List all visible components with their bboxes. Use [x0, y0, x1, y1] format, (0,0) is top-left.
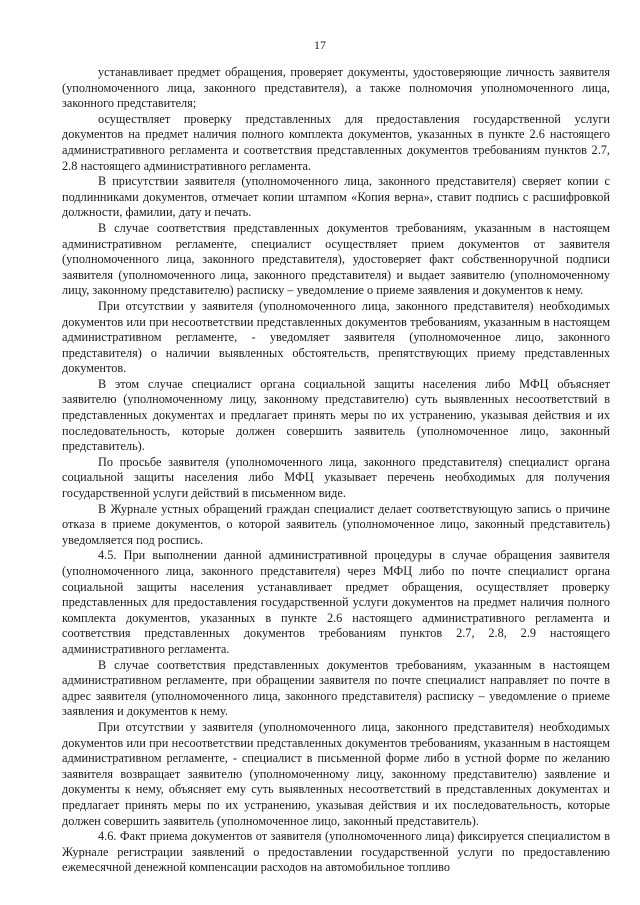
paragraph-section-4-5: 4.5. При выполнении данной административной процедуры в случае обращения заявителя (уполномоченного лица, законного представителя) через МФЦ либо по почте специалист органа социальной защиты населения устанавливает предмет обращения, осуществляет проверку представленных для предоставления государственной услуги документов на предмет наличия полного комплекта документов, указанных в пункте 2.6 настоящего административного регламента и соответствия представленных документов требованиям пунктов 2.7, 2.8, 2.9 настоящего административного регламента.	[62, 548, 610, 656]
paragraph-acceptance: В случае соответствия представленных документов требованиям, указанным в настоящем административном регламенте, специалист осуществляет прием документов от заявителя (уполномоченного лица, законного представителя), удостоверяет факт собственноручной подписи заявителя (уполномоченного лица, законного представителя) и выдает заявителю (уполномоченному лицу, законному представителю) расписку – уведомление о приеме заявления и документов к нему.	[62, 220, 610, 298]
paragraph-journal-record: В Журнале устных обращений граждан специалист делает соответствующую запись о причине отказа в приеме документов, о которой заявитель (уполномоченное лицо, законный представитель) уведомляется под роспись.	[62, 501, 610, 547]
paragraph-copy-verification: В присутствии заявителя (уполномоченного лица, законного представителя) сверяет копии с подлинниками документов, отмечает копии штампом «Копия верна», ставит подпись с расшифровкой должности, фамилии, дату и печать.	[62, 174, 610, 220]
paragraph-written-list: По просьбе заявителя (уполномоченного лица, законного представителя) специалист органа социальной защиты населения либо МФЦ указывает перечень необходимых для получения государственной услуги действий в письменном виде.	[62, 454, 610, 501]
document-body	[62, 65, 610, 876]
paragraph-postal-receipt: В случае соответствия представленных документов требованиям, указанным в настоящем административном регламенте, при обращении заявителя по почте специалист направляет по почте в адрес заявителя (уполномоченного лица, законного представителя) расписку – уведомление о приеме заявления и документов к нему.	[62, 657, 610, 719]
page-number: 17	[314, 38, 326, 52]
paragraph-missing-documents: При отсутствии у заявителя (уполномоченного лица, законного представителя) необходимых документов или при несоответствии представленных документов требованиям, указанным в настоящем административном регламенте, - уведомляет заявителя (уполномоченное лицо, законного представителя) о наличии выявленных обстоятельств, препятствующих приему представленных документов.	[62, 298, 610, 376]
paragraph-procedure-steps: устанавливает предмет обращения, проверяет документы, удостоверяющие личность заявителя (уполномоченного лица, законного представителя), а также полномочия уполномоченного лица, законного представителя;	[62, 65, 610, 111]
paragraph-return-documents: При отсутствии у заявителя (уполномоченного лица, законного представителя) необходимых документов или при несоответствии представленных документов требованиям, указанным в настоящем административном регламенте, - специалист в письменной форме либо в устной форме по желанию заявителя возвращает заявителю (уполномоченному лицу, законному представителю) заявление и документы к нему, объясняет ему суть выявленных несоответствий в представленных документах и предлагает принять меры по их устранению, указывая действия и их последовательность, которые должен совершить заявитель (уполномоченное лицо, законный представитель).	[62, 719, 610, 828]
paragraph-document-check: осуществляет проверку представленных для предоставления государственной услуги документов на предмет наличия полного комплекта документов, указанных в пункте 2.6 настоящего административного регламента и соответствия представленных документов требованиям пунктов 2.7, 2.8 настоящего административного регламента.	[62, 111, 610, 173]
paragraph-section-4-6: 4.6. Факт приема документов от заявителя (уполномоченного лица) фиксируется специалистом в Журнале регистрации заявлений о предоставлении государственной услуги по предоставлению ежемесячной денежной компенсации расходов на автомобильное топливо	[62, 829, 610, 875]
paragraph-explanation: В этом случае специалист органа социальной защиты населения либо МФЦ объясняет заявителю (уполномоченному лицу, законному представителю) суть выявленных несоответствий в представленных документах и предлагает принять меры по их устранению, указывая действия и их последовательность, которые должен совершить заявитель (уполномоченное лицо, законный представитель).	[62, 376, 610, 454]
